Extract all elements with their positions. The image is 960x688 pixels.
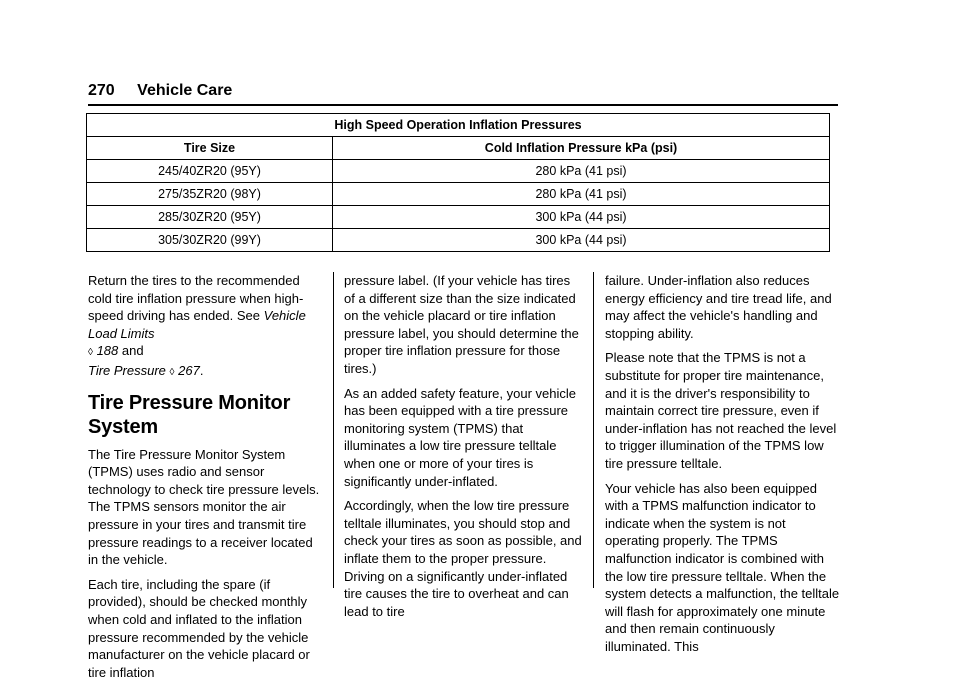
link-page-267[interactable]: 267 [178, 362, 200, 378]
page-number: 270 [88, 82, 115, 99]
paragraph [88, 272, 326, 382]
link-vehicle-load-limits[interactable]: Vehicle Load Limits [88, 308, 306, 341]
link-tire-pressure[interactable]: Tire Pressure [88, 362, 166, 378]
column-header-tire-size: Tire Size [87, 137, 333, 160]
section-heading: Tire Pressure Monitor System [88, 391, 291, 438]
tire-size-cell: 305/30ZR20 (99Y) [87, 229, 333, 252]
pressure-cell: 280 kPa (41 psi) [333, 183, 830, 206]
table-row [87, 206, 830, 229]
table-title: High Speed Operation Inflation Pressures [87, 114, 830, 137]
paragraph: failure. Under-inflation also reduces energy efficiency and tire tread life, and may affect the vehicle's handling and stopping ability. [605, 273, 832, 341]
paragraph: Each tire, including the spare (if provided), should be checked monthly when cold and inflated to the inflation pressure recommended by the vehicle manufacturer on the vehicle placard or tire inflation [88, 576, 310, 680]
text-column-3 [605, 272, 843, 662]
table-title-row [87, 114, 830, 137]
pressure-cell: 280 kPa (41 psi) [333, 160, 830, 183]
column-divider [593, 272, 594, 588]
inflation-pressure-table [86, 113, 830, 252]
pressure-cell: 300 kPa (44 psi) [333, 229, 830, 252]
column-header-pressure: Cold Inflation Pressure kPa (psi) [333, 137, 830, 160]
paragraph: Please note that the TPMS is not a substitute for proper tire maintenance, and it is the driver's responsibility to maintain correct tire pressure, even if under-inflation has not reached the level to trigger illumination of the TPMS low tire pressure telltale. [605, 350, 837, 471]
paragraph: The Tire Pressure Monitor System (TPMS) uses radio and sensor technology to check tire pressure levels. The TPMS sensors monitor the air pressure in your tires and transmit tire pressure readings to a receiver located in the vehicle. [88, 446, 320, 568]
conjunction-text: and [118, 343, 144, 359]
paragraph: Your vehicle has also been equipped with a TPMS malfunction indicator to indicate when the system is not operating properly. The TPMS malfunction indicator is combined with the low tire pressure telltale. When the system detects a malfunction, the telltale will flash for approximately one minute and then remain continuously illuminated. This [605, 480, 840, 654]
page-ref-icon: ◊ [169, 366, 175, 378]
text-column-1 [88, 272, 326, 688]
table-row [87, 183, 830, 206]
page-ref-icon: ◊ [88, 347, 93, 359]
table-row [87, 160, 830, 183]
tire-size-cell: 285/30ZR20 (95Y) [87, 206, 333, 229]
section-title: Vehicle Care [137, 82, 233, 99]
tire-size-cell: 275/35ZR20 (98Y) [87, 183, 333, 206]
paragraph: As an added safety feature, your vehicle has been equipped with a tire pressure monitoring system (TPMS) that illuminates a low tire pressure telltale when one or more of your tires is significantly under-inflated. [344, 385, 576, 489]
page-header [88, 82, 838, 106]
paragraph-text: Return the tires to the recommended cold tire inflation pressure when high-speed driving has ended. See [88, 273, 304, 324]
link-page-188[interactable]: 188 [96, 343, 119, 359]
column-divider [333, 272, 334, 588]
text-column-2 [344, 272, 584, 627]
paragraph: pressure label. (If your vehicle has tires of a different size than the size indicated on the vehicle placard or tire inflation pressure label, you should determine the proper tire inflation pressure for those tires.) [344, 273, 579, 376]
table-header-row [87, 137, 830, 160]
tire-size-cell: 245/40ZR20 (95Y) [87, 160, 333, 183]
pressure-cell: 300 kPa (44 psi) [333, 206, 830, 229]
sentence-end: . [199, 362, 204, 378]
table-row [87, 229, 830, 252]
paragraph: Accordingly, when the low tire pressure telltale illuminates, you should stop and check your tires as soon as possible, and inflate them to the proper pressure. Driving on a significantly under-inflated tire causes the tire to overheat and can lead to tire [344, 498, 582, 619]
